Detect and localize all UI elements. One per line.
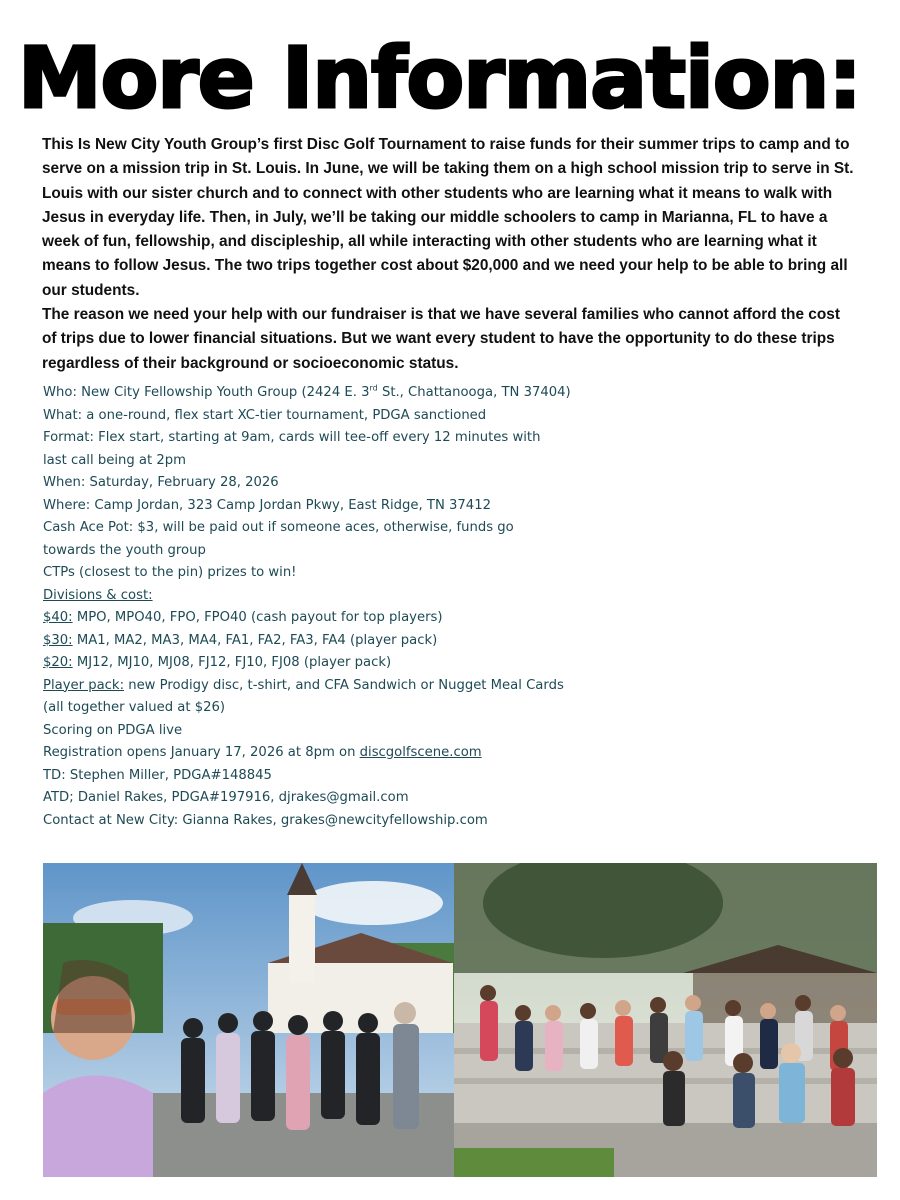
page-title: More Information: (18, 29, 861, 127)
division-price: $30: (43, 632, 73, 648)
detail-where: Where: Camp Jordan, 323 Camp Jordan Pkwy, East Ridge, TN 37412 (43, 497, 491, 513)
division-row: $40: MPO, MPO40, FPO, FPO40 (cash payout for top players) (43, 610, 443, 625)
detail-ctps: CTPs (closest to the pin) prizes to win! (43, 565, 297, 580)
detail-player-pack-value: (all together valued at $26) (43, 700, 226, 715)
event-details (43, 382, 863, 832)
detail-player-pack: Player pack: new Prodigy disc, t-shirt, and CFA Sandwich or Nugget Meal Cards (43, 677, 564, 693)
division-price: $40: (43, 610, 73, 625)
intro-paragraph-2: The reason we need your help with our fundraiser is that we have several families who cannot afford the cost of trips due to lower financial situations. But we want every student to have the opportunity to do these trips regardless of their background or socioeconomic status. (42, 306, 840, 372)
detail-td: TD: Stephen Miller, PDGA#148845 (43, 767, 272, 783)
detail-contact: Contact at New City: Gianna Rakes, grakes@newcityfellowship.com (43, 812, 488, 828)
group-photo-bleachers (454, 863, 877, 1177)
detail-scoring: Scoring on PDGA live (43, 722, 183, 738)
photo-strip (43, 863, 877, 1177)
detail-ace-pot-line-2: towards the youth group (43, 542, 206, 558)
detail-what: What: a one-round, flex start XC-tier tournament, PDGA sanctioned (43, 407, 487, 423)
intro-text (42, 133, 858, 376)
detail-format-line-2: last call being at 2pm (43, 452, 186, 468)
detail-registration: Registration opens January 17, 2026 at 8pm on discgolfscene.com (43, 745, 482, 760)
detail-when: When: Saturday, February 28, 2026 (43, 475, 279, 490)
division-price: $20: (43, 655, 73, 670)
detail-who: Who: New City Fellowship Youth Group (2424 E. 3rd St., Chattanooga, TN 37404) (43, 383, 571, 400)
detail-atd: ATD; Daniel Rakes, PDGA#197916, djrakes@gmail.com (43, 790, 409, 805)
detail-ace-pot-line-1: Cash Ace Pot: $3, will be paid out if someone aces, otherwise, funds go (43, 520, 514, 535)
divisions-heading: Divisions & cost: (43, 587, 153, 603)
division-row: $20: MJ12, MJ10, MJ08, FJ12, FJ10, FJ08 (player pack) (43, 655, 392, 670)
division-row: $30: MA1, MA2, MA3, MA4, FA1, FA2, FA3, FA4 (player pack) (43, 632, 438, 648)
group-photo-church (43, 863, 454, 1177)
registration-link[interactable]: discgolfscene.com (359, 745, 482, 760)
detail-format-line-1: Format: Flex start, starting at 9am, cards will tee-off every 12 minutes with (43, 430, 541, 445)
intro-paragraph-1: This Is New City Youth Group’s first Disc Golf Tournament to raise funds for their summer trips to camp and to serve on a mission trip in St. Louis. In June, we will be taking them on a high school mission trip to serve in St. Louis with our sister church and to connect with other students who are learning what it means to walk with Jesus in everyday life. Then, in July, we’ll be taking our middle schoolers to camp in Marianna, FL to have a week of fun, fellowship, and discipleship, all while interacting with other students who are learning what it means to follow Jesus. The two trips together cost about $20,000 and we need your help to be able to bring all our students. (42, 136, 854, 299)
